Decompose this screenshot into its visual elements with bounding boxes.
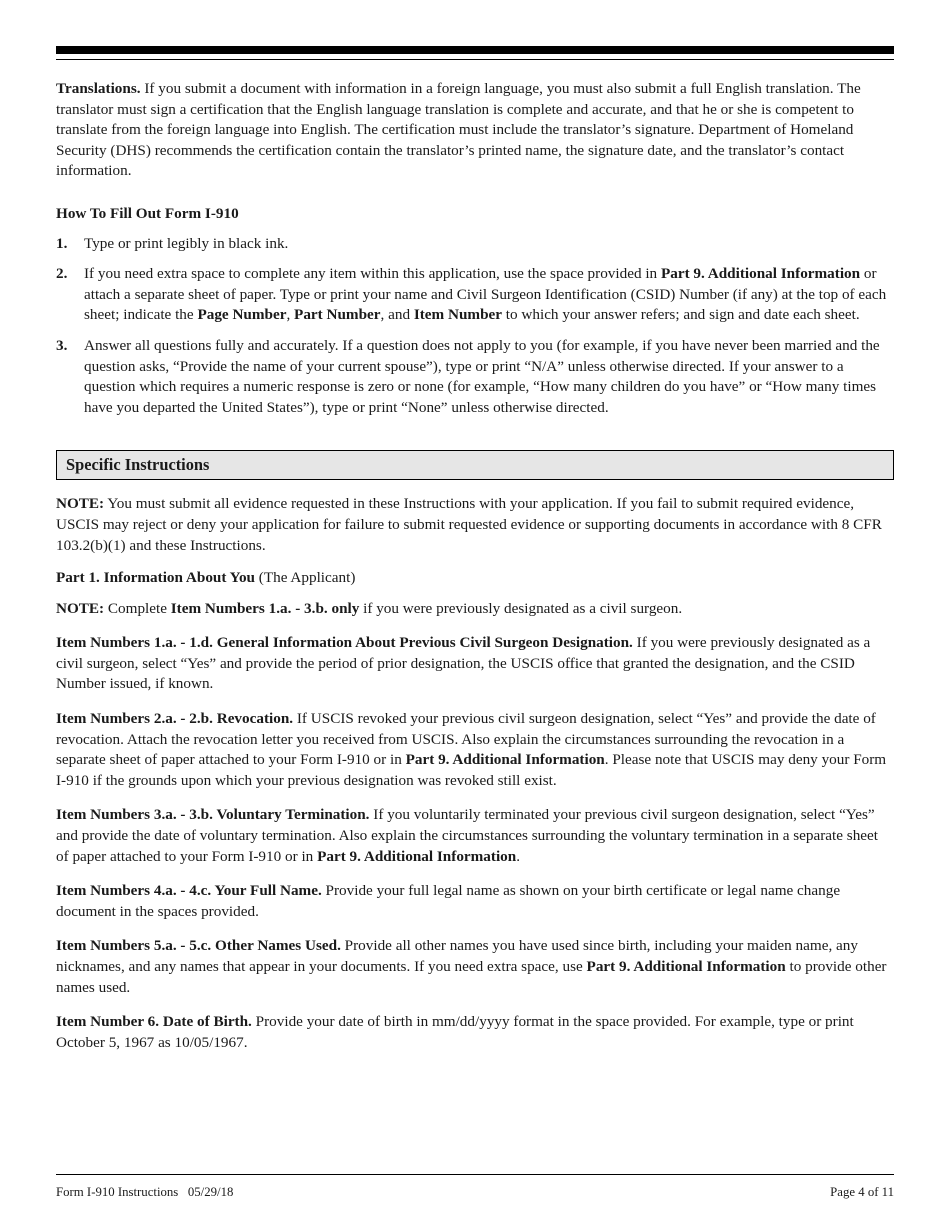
part-number-term: Part Number <box>294 306 381 324</box>
item-5-paragraph: Item Numbers 5.a. - 5.c. Other Names Used. Provide all other names you have used since birth, including your maiden name, any nicknames, and any names that appear in your documents. If you need extra space, use Part 9. Additional Information to provide other names used. <box>56 937 887 996</box>
list-item-number: 2. <box>56 265 68 283</box>
header-rule-thin <box>56 59 894 60</box>
list-item-number: 1. <box>56 234 68 252</box>
item-1-paragraph: Item Numbers 1.a. - 1.d. General Information About Previous Civil Surgeon Designation. If you were previously designated as a civil surgeon, select “Yes” and provide the period of prior designation, the USCIS office that granted the designation, and the CSID Number issued, if known. <box>56 634 871 693</box>
list-item-text: Type or print legibly in black ink. <box>84 234 289 252</box>
footer-rule <box>56 1174 894 1175</box>
part1-heading: Part 1. Information About You (The Applicant) <box>56 569 356 587</box>
note-label: NOTE: <box>56 495 105 513</box>
header-rule-thick <box>56 46 894 54</box>
list-item-text: If you need extra space to complete any item within this application, use the space provided in Part 9. Additional Information or attach a separate sheet of paper. Type or print your name and Civil Surgeon Identification (CSID) Number (if any) at the top of each sheet; indicate the Page Number, Part Number, and Item Number to which your answer refers; and sign and date each sheet. <box>84 265 887 324</box>
page-content <box>56 79 894 1053</box>
translations-paragraph <box>56 79 894 182</box>
part9-reference: Part 9. Additional Information <box>660 265 861 283</box>
footer-form-id: Form I-910 Instructions 05/29/18 <box>56 1185 234 1199</box>
footer-page-number: Page 4 of 11 <box>830 1185 894 1199</box>
note-complete-items: NOTE: Complete Item Numbers 1.a. - 3.b. only if you were previously designated as a civil surgeon. <box>56 599 683 617</box>
list-item <box>56 264 894 326</box>
list-item-number: 3. <box>56 336 68 354</box>
list-item <box>56 234 894 255</box>
translations-label: Translations. <box>56 80 141 97</box>
note-label: NOTE: <box>56 599 105 617</box>
list-item <box>56 336 894 418</box>
item-3-paragraph: Item Numbers 3.a. - 3.b. Voluntary Termination. If you voluntarily terminated your previous civil surgeon designation, select “Yes” and provide the date of voluntary termination. Also explain the circumstances surrounding the voluntary termination in a separate sheet of paper attached to your Form I-910 or in Part 9. Additional Information. <box>56 806 878 865</box>
translations-text: If you submit a document with information in a foreign language, you must also submit a full English translation. The translator must sign a certification that the English language translation is complete and accurate, and that he or she is competent to translate from the foreign language into English. The certification must include the translator’s signature. Department of Homeland Security (DHS) recommends the certification contain the translator’s printed name, the signature date, and the translator’s contact information. <box>56 80 861 180</box>
section-heading-specific-instructions: Specific Instructions <box>56 450 894 480</box>
item-4-paragraph: Item Numbers 4.a. - 4.c. Your Full Name. Provide your full legal name as shown on your birth certificate or legal name change document in the spaces provided. <box>56 882 841 920</box>
how-to-heading: How To Fill Out Form I-910 <box>56 204 239 222</box>
list-item-text: Answer all questions fully and accurately. If a question does not apply to you (for example, if you have never been married and the question asks, “Provide the name of your current spouse”), type or print “N/A” unless otherwise directed. If your answer to a question which requires a numeric response is zero or none (for example, “How many children do you have” or “How many times have you departed the United States”), type or print “None” unless otherwise directed. <box>84 336 880 416</box>
page-number-term: Page Number <box>197 306 287 324</box>
item-2-paragraph: Item Numbers 2.a. - 2.b. Revocation. If USCIS revoked your previous civil surgeon designation, select “Yes” and provide the date of revocation. Attach the revocation letter you received from USCIS. Also explain the circumstances surrounding the revocation in a separate sheet of paper attached to your Form I-910 or in Part 9. Additional Information. Please note that USCIS may deny your Form I-910 if the grounds upon which your previous designation was revoked still exist. <box>56 710 887 789</box>
item-number-term: Item Number <box>413 306 502 324</box>
note-evidence: NOTE: You must submit all evidence requested in these Instructions with your application. If you fail to submit required evidence, USCIS may reject or deny your application for failure to submit requested evidence or supporting documents in accordance with 8 CFR 103.2(b)(1) and these Instructions. <box>56 495 882 554</box>
item-6-paragraph: Item Number 6. Date of Birth. Provide your date of birth in mm/dd/yyyy format in the space provided. For example, type or print October 5, 1967 as 10/05/1967. <box>56 1013 854 1051</box>
